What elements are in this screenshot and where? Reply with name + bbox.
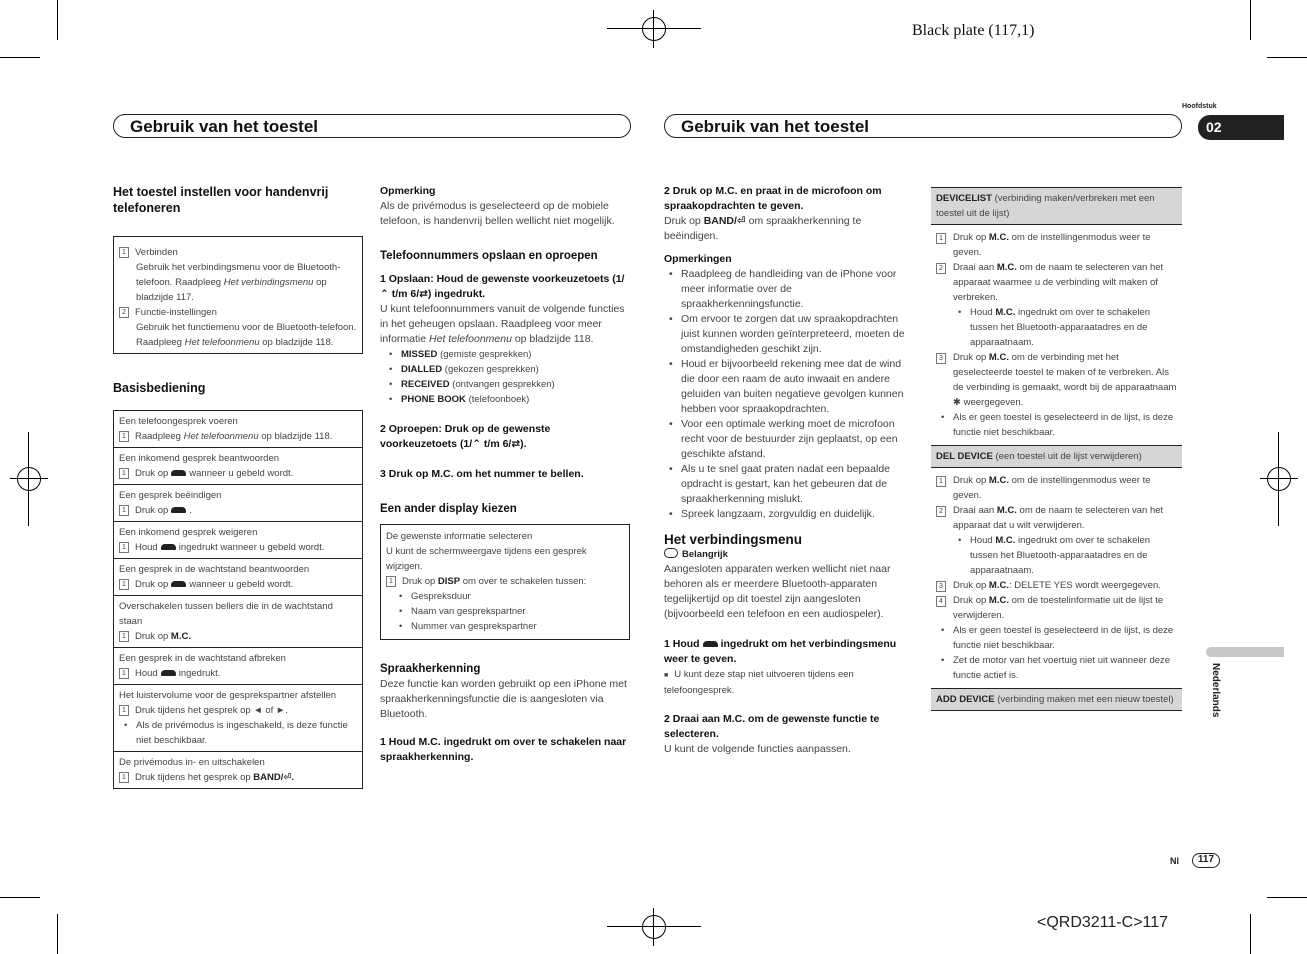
key-label: M.C.: [170, 631, 191, 642]
registration-mark-left: [17, 467, 41, 491]
step-number: 1: [119, 705, 129, 716]
setup-item-text: Gebruik het functiemenu voor de Bluetooth-telefoon. Raadpleeg Het telefoonmenu op bladzijde 118.: [136, 322, 357, 348]
key-label: M.C.: [988, 352, 1009, 363]
display-step: 1 Druk op DISP om over te schakelen tussen:: [386, 574, 624, 589]
heading-numbers: Telefoonnummers opslaan en oproepen: [380, 250, 598, 262]
row-title: Een inkomend gesprek beantwoorden: [119, 453, 280, 464]
table-row: [114, 558, 362, 595]
function-list: [380, 347, 630, 407]
row-title: Een inkomend gesprek weigeren: [119, 527, 258, 538]
column-4: [931, 187, 1182, 711]
setting-step: 3 Druk op M.C.: DELETE YES wordt weergegeven.: [936, 578, 1177, 593]
notes-heading: Opmerkingen: [664, 253, 732, 265]
step-number: 1: [119, 431, 129, 442]
row-title: Een gesprek in de wachtstand afbreken: [119, 653, 286, 664]
speech-text: Deze functie kan worden gebruikt op een iPhone met spraakherkenningsfunctie die is aangesloten via Bluetooth.: [380, 678, 627, 720]
table-row: [114, 447, 362, 484]
list-item: • Gespreksduur: [394, 589, 624, 604]
row-step: 1 Druk op M.C.: [119, 629, 357, 644]
language-tab: [1206, 647, 1284, 657]
chapter-tab: 02: [1198, 115, 1284, 140]
row-step: 1 Druk op .: [119, 503, 357, 518]
page-ref: Het telefoonmenu: [183, 431, 259, 442]
list-item: • Naam van gesprekspartner: [394, 604, 624, 619]
heading-setup: Het toestel instellen voor handenvrij telefoneren: [113, 185, 329, 215]
key-label: BAND/⏎.: [253, 772, 294, 783]
row-title: Een gesprek beëindigen: [119, 490, 222, 501]
language-label: Nederlands: [1210, 663, 1221, 718]
setting-header: ADD DEVICE (verbinding maken met een nieuw toestel): [931, 688, 1182, 711]
numbers-step-1: 1 Opslaan: Houd de gewenste voorkeuzetoets (1/⌃ t/m 6/⇄) ingedrukt.: [380, 273, 625, 300]
numbers-step-1-text: U kunt telefoonnummers vanuit de volgende functies in het geheugen opslaan. Raadpleeg voor meer informatie Het telefoonmenu op bladzijde 118.: [380, 303, 625, 345]
setup-item-title: 1 Verbinden: [119, 245, 357, 260]
page-lang: Nl: [1170, 856, 1179, 866]
display-text: U kunt de schermweergave tijdens een gesprek wijzigen.: [386, 546, 587, 572]
note-text: Als de privémodus is geselecteerd op de mobiele telefoon, is handenvrij bellen wellicht niet mogelijk.: [380, 200, 615, 227]
list-item: • DIALLED (gekozen gesprekken): [384, 362, 630, 377]
page-number: 117: [1192, 853, 1220, 868]
step-number: 1: [119, 772, 129, 783]
row-step: 1 Houd ingedrukt wanneer u gebeld wordt.: [119, 540, 357, 555]
row-title: De privémodus in- en uitschakelen: [119, 757, 265, 768]
key-label: M.C.: [988, 595, 1009, 606]
display-items: [386, 589, 624, 634]
list-key: PHONE BOOK: [401, 394, 466, 405]
list-item: • Als u te snel gaat praten nadat een bepaalde opdracht is gestart, kan het gebeuren dat de spraakherkenning mislukt.: [664, 462, 914, 507]
column-3: [664, 184, 914, 757]
row-step: 1 Raadpleeg Het telefoonmenu op bladzijde 118.: [119, 429, 357, 444]
setting-note: • Houd M.C. ingedrukt om over te schakelen tussen het Bluetooth-apparaatadres en de apparaatnaam.: [953, 305, 1177, 350]
notes-list: [664, 267, 914, 522]
list-item: • Houd er bijvoorbeeld rekening mee dat de wind die door een raam de auto inwaait en andere geluiden van buiten negatieve gevolgen kunnen hebben voor spraakopdrachten.: [664, 357, 914, 417]
section-header-right: Gebruik van het toestel: [664, 114, 1182, 138]
setup-item-title: 2 Functie-instellingen: [119, 305, 357, 320]
footer-code: <QRD3211-C>117: [1037, 914, 1169, 931]
key-label: M.C.: [988, 475, 1009, 486]
setting-note: • Als er geen toestel is geselecteerd in de lijst, is deze functie niet beschikbaar.: [936, 410, 1177, 440]
column-2: [380, 184, 630, 765]
table-row: [114, 647, 362, 684]
speech-step-2: 2 Druk op M.C. en praat in de microfoon om spraakopdrachten te geven.: [664, 185, 882, 212]
table-row: [114, 751, 362, 788]
row-step: 1 Druk op wanneer u gebeld wordt.: [119, 466, 357, 481]
step-number: 3: [936, 581, 946, 592]
numbers-step-3: 3 Druk op M.C. om het nummer te bellen.: [380, 468, 584, 480]
heading-connection: Het verbindingsmenu: [664, 532, 803, 547]
list-item: • MISSED (gemiste gesprekken): [384, 347, 630, 362]
setup-item-text: Gebruik het verbindingsmenu voor de Bluetooth-telefoon. Raadpleeg Het verbindingsmenu op bladzijde 117.: [136, 262, 341, 303]
important-icon: [664, 548, 678, 558]
list-key: MISSED: [401, 349, 438, 360]
connection-step-2: 2 Draai aan M.C. om de gewenste functie te selecteren.: [664, 713, 880, 740]
key-label: M.C.: [995, 535, 1016, 546]
page-ref: Het telefoonmenu: [184, 337, 260, 348]
step-number: 2: [936, 263, 946, 274]
key-label: M.C.: [996, 262, 1017, 273]
row-step: 1 Houd ingedrukt.: [119, 666, 357, 681]
setting-step: 1 Druk op M.C. om de instellingenmodus weer te geven.: [936, 473, 1177, 503]
setting-step: 3 Druk op M.C. om de verbinding met het geselecteerde toestel te maken of te verbreken. Als de verbinding is gemaakt, wordt bij de apparaatnaam ✱ weergegeven.: [936, 350, 1177, 410]
setup-box: [113, 236, 363, 354]
setting-header: DEVICELIST (verbinding maken/verbreken met een toestel uit de lijst): [931, 187, 1182, 225]
list-key: RECEIVED: [401, 379, 450, 390]
basic-table: [113, 410, 363, 789]
important-label: Belangrijk: [664, 547, 914, 562]
step-number: 2: [936, 506, 946, 517]
row-title: Een telefoongesprek voeren: [119, 416, 238, 427]
heading-display: Een ander display kiezen: [380, 503, 517, 515]
step-number: 1: [119, 247, 129, 258]
phone-icon: [161, 544, 176, 550]
row-title: Een gesprek in de wachtstand beantwoorden: [119, 564, 310, 575]
list-item: • RECEIVED (ontvangen gesprekken): [384, 377, 630, 392]
setting-step: 2 Draai aan M.C. om de naam te selecteren van het apparaat dat u wilt verwijderen.: [936, 503, 1177, 533]
table-row: [114, 595, 362, 647]
chapter-label: Hoofdstuk: [1182, 103, 1217, 110]
step-number: 1: [119, 579, 129, 590]
key-label: M.C.: [988, 580, 1009, 591]
step-number: 1: [936, 233, 946, 244]
step-number: 1: [119, 505, 129, 516]
key-label: M.C.: [988, 232, 1009, 243]
step-number: 1: [119, 468, 129, 479]
step-number: 1: [119, 542, 129, 553]
step-number: 4: [936, 596, 946, 607]
list-item: • Om ervoor te zorgen dat uw spraakopdrachten juist kunnen worden geïnterpreteerd, moeten de omstandigheden geschikt zijn.: [664, 312, 914, 357]
row-note: • Als de privémodus is ingeschakeld, is deze functie niet beschikbaar.: [119, 718, 357, 748]
setting-note: • Houd M.C. ingedrukt om over te schakelen tussen het Bluetooth-apparaatadres en de apparaatnaam.: [953, 533, 1177, 578]
column-1: [113, 184, 363, 789]
setting-note: • Als er geen toestel is geselecteerd in de lijst, is deze functie niet beschikbaar.: [936, 623, 1177, 653]
list-item: • Raadpleeg de handleiding van de iPhone voor meer informatie over de spraakherkenningsfunctie.: [664, 267, 914, 312]
step-number: 1: [119, 631, 129, 642]
table-row: [114, 484, 362, 521]
page-ref: Het verbindingsmenu: [223, 277, 314, 288]
speech-step-1: 1 Houd M.C. ingedrukt om over te schakelen naar spraakherkenning.: [380, 736, 627, 763]
step-number: 3: [936, 353, 946, 364]
connection-step-1: 1 Houd ingedrukt om het verbindingsmenu weer te geven.: [664, 638, 897, 665]
row-title: Het luistervolume voor de gesprekspartner afstellen: [119, 690, 337, 701]
list-item: • Nummer van gesprekspartner: [394, 619, 624, 634]
row-step: 1 Druk tijdens het gesprek op ◄ of ►.: [119, 703, 357, 718]
connection-step-2-text: U kunt de volgende functies aanpassen.: [664, 743, 851, 755]
setting-step: 1 Druk op M.C. om de instellingenmodus weer te geven.: [936, 230, 1177, 260]
connection-step-1-note: ■ U kunt deze stap niet uitvoeren tijdens een telefoongesprek.: [664, 669, 854, 696]
row-step: 1 Druk tijdens het gesprek op BAND/⏎.: [119, 770, 357, 785]
step-number: 1: [119, 668, 129, 679]
plate-label: Black plate (117,1): [912, 22, 1035, 39]
setting-name: ADD DEVICE: [936, 694, 995, 705]
setting-body: [931, 468, 1182, 688]
table-row: [114, 684, 362, 751]
registration-mark-top: [642, 17, 666, 41]
display-box: [380, 524, 630, 640]
display-title: De gewenste informatie selecteren: [386, 531, 533, 542]
phone-icon: [703, 641, 718, 647]
phone-icon: [171, 470, 186, 476]
registration-mark-right: [1267, 467, 1291, 491]
heading-basic: Basisbediening: [113, 381, 206, 395]
setting-header: DEL DEVICE (een toestel uit de lijst verwijderen): [931, 445, 1182, 468]
table-row: [114, 521, 362, 558]
section-header-left: Gebruik van het toestel: [113, 114, 631, 138]
step-number: 1: [936, 476, 946, 487]
speech-step-2-text: Druk op BAND/⏎ om spraakherkenning te beëindigen.: [664, 215, 862, 242]
list-item: • Voor een optimale werking moet de microfoon recht voor de bestuurder zijn geplaatst, op een geschikte afstand.: [664, 417, 914, 462]
connection-text: Aangesloten apparaten werken wellicht niet naar behoren als er meerdere Bluetooth-apparaten tegelijkertijd op dit toestel zijn aangesloten (bijvoorbeeld een telefoon en een audiospeler).: [664, 563, 891, 620]
key-label: M.C.: [995, 307, 1016, 318]
row-step: 1 Druk op wanneer u gebeld wordt.: [119, 577, 357, 592]
step-number: 2: [119, 307, 129, 318]
setting-body: [931, 225, 1182, 445]
numbers-step-2: 2 Oproepen: Druk op de gewenste voorkeuzetoets (1/⌃ t/m 6/⇄).: [380, 423, 551, 450]
list-item: • Spreek langzaam, zorgvuldig en duidelijk.: [664, 507, 914, 522]
setting-step: 2 Draai aan M.C. om de naam te selecteren van het apparaat waarmee u de verbinding wilt maken of verbreken.: [936, 260, 1177, 305]
table-row: [114, 411, 362, 447]
setting-name: DEVICELIST: [936, 193, 992, 204]
registration-mark-bottom: [642, 915, 666, 939]
note-heading: Opmerking: [380, 185, 436, 197]
list-key: DIALLED: [401, 364, 443, 375]
heading-speech: Spraakherkenning: [380, 663, 481, 675]
row-title: Overschakelen tussen bellers die in de wachtstand staan: [119, 601, 333, 627]
phone-icon: [171, 507, 186, 513]
list-item: • PHONE BOOK (telefoonboek): [384, 392, 630, 407]
phone-icon: [161, 670, 176, 676]
setting-step: 4 Druk op M.C. om de toestelinformatie uit de lijst te verwijderen.: [936, 593, 1177, 623]
phone-icon: [171, 581, 186, 587]
key-label: M.C.: [996, 505, 1017, 516]
setting-note: • Zet de motor van het voertuig niet uit wanneer deze functie actief is.: [936, 653, 1177, 683]
setting-name: DEL DEVICE: [936, 451, 993, 462]
